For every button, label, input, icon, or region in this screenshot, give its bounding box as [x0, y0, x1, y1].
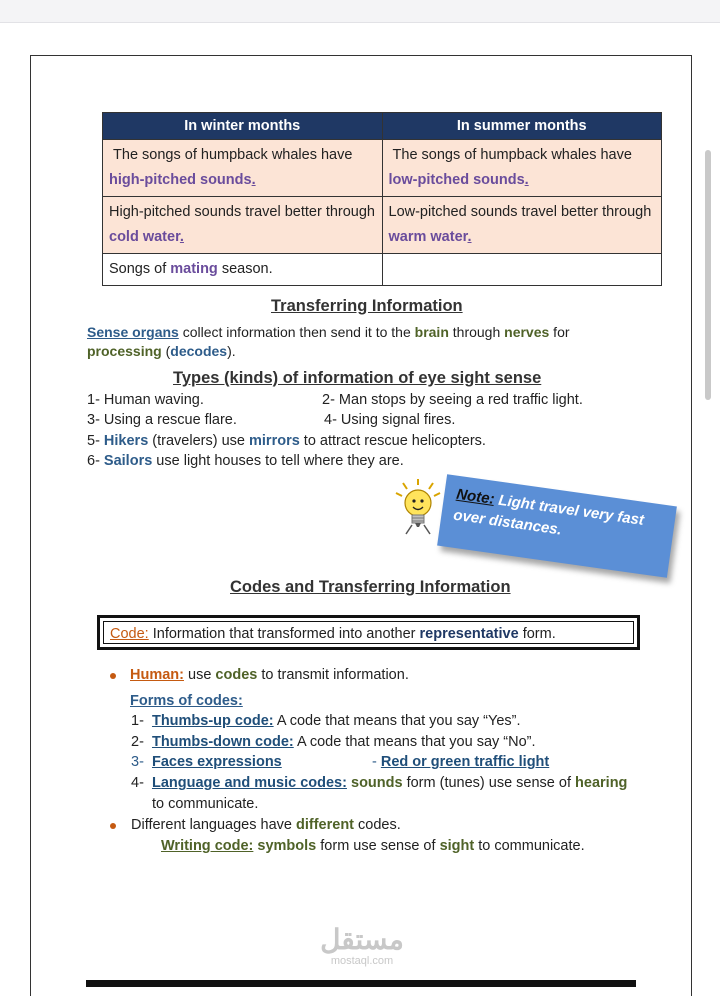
type-item-2: 2- Man stops by seeing a red traffic light.: [322, 392, 583, 408]
table-cell: High-pitched sounds travel better through cold water.: [103, 197, 383, 254]
form-item-4-cont: to communicate.: [152, 796, 259, 812]
form-item-1: 1- Thumbs-up code: A code that means that you say “Yes”.: [131, 713, 521, 729]
languages-line: Different languages have different codes.: [131, 817, 401, 833]
type-item-4: 4- Using signal fires.: [324, 412, 456, 428]
writing-code-line: Writing code: symbols form use sense of sight to communicate.: [161, 838, 585, 854]
human-line: Human: use codes to transmit information.: [130, 667, 409, 683]
form-item-3: 3- Faces expressions: [131, 754, 282, 770]
type-item-6: 6- Sailors use light houses to tell where they are.: [87, 453, 404, 469]
form-item-4: 4- Language and music codes: sounds form (tunes) use sense of hearing: [131, 775, 628, 791]
seasons-table: [102, 112, 662, 286]
table-cell: The songs of humpback whales have low-pitched sounds.: [382, 140, 662, 197]
header-summer: In summer months: [382, 113, 662, 140]
table-row: [103, 197, 662, 254]
form-item-2: 2- Thumbs-down code: A code that means that you say “No”.: [131, 734, 536, 750]
table-cell: Songs of mating season.: [103, 254, 383, 286]
note-box: Note: Light travel very fast over distances.: [437, 474, 677, 578]
table-row: [103, 140, 662, 197]
bullet-dot: [110, 673, 116, 679]
section-title-codes: Codes and Transferring Information: [230, 578, 511, 596]
header-winter: In winter months: [103, 113, 383, 140]
section-title-types: Types (kinds) of information of eye sight sense: [173, 369, 542, 387]
watermark-logo: مستقل mostaql.com: [320, 924, 404, 967]
table-cell-empty: [382, 254, 662, 286]
type-item-5: 5- Hikers (travelers) use mirrors to attract rescue helicopters.: [87, 433, 486, 449]
code-definition-text: Code: Information that transformed into another representative form.: [103, 621, 634, 644]
viewer-top-bar: [0, 0, 720, 23]
footer-bar: [86, 980, 636, 987]
section-title-transferring: Transferring Information: [271, 297, 463, 315]
lightbulb-icon: [393, 477, 443, 537]
form-item-3b: - Red or green traffic light: [372, 754, 550, 770]
forms-title: Forms of codes:: [130, 693, 243, 709]
bullet-dot: [110, 823, 116, 829]
code-definition-box: [97, 615, 640, 650]
scrollbar[interactable]: [705, 150, 711, 400]
transferring-paragraph: Sense organs collect information then send it to the brain through nerves for processing (decodes).: [87, 324, 570, 359]
table-cell: Low-pitched sounds travel better through warm water.: [382, 197, 662, 254]
table-row: [103, 254, 662, 286]
type-item-3: 3- Using a rescue flare.: [87, 412, 237, 428]
type-item-1: 1- Human waving.: [87, 392, 204, 408]
table-cell: The songs of humpback whales have high-pitched sounds.: [103, 140, 383, 197]
